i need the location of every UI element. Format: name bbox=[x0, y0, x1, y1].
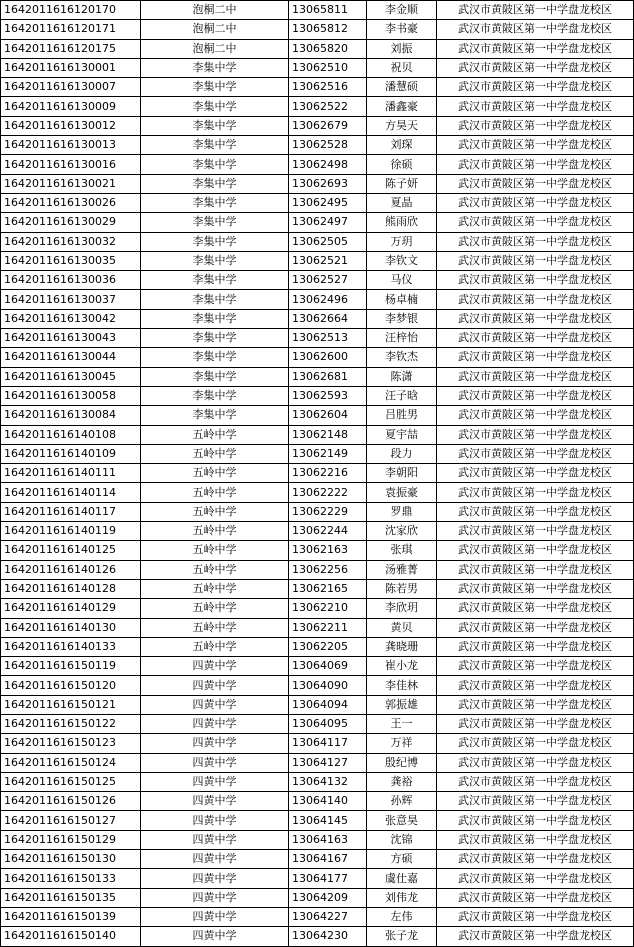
table-row bbox=[1, 174, 634, 193]
exam-number-cell: 13062210 bbox=[289, 599, 367, 618]
exam-number-cell: 13062211 bbox=[289, 618, 367, 637]
student-name-cell: 段力 bbox=[367, 444, 437, 463]
admitted-school-cell: 武汉市黄陂区第一中学盘龙校区 bbox=[437, 637, 634, 656]
table-row bbox=[1, 329, 634, 348]
table-row bbox=[1, 695, 634, 714]
table-row bbox=[1, 888, 634, 907]
admitted-school-cell: 武汉市黄陂区第一中学盘龙校区 bbox=[437, 657, 634, 676]
exam-number-cell: 13064094 bbox=[289, 695, 367, 714]
student-id-cell: 1642011616140117 bbox=[1, 502, 141, 521]
exam-number-cell: 13062149 bbox=[289, 444, 367, 463]
school-cell: 李集中学 bbox=[141, 329, 289, 348]
table-row bbox=[1, 213, 634, 232]
table-row bbox=[1, 58, 634, 77]
student-name-cell: 沈家欣 bbox=[367, 522, 437, 541]
school-cell: 李集中学 bbox=[141, 290, 289, 309]
student-id-cell: 1642011616150121 bbox=[1, 695, 141, 714]
school-cell: 四黄中学 bbox=[141, 657, 289, 676]
student-name-cell: 黄贝 bbox=[367, 618, 437, 637]
table-row bbox=[1, 193, 634, 212]
school-cell: 四黄中学 bbox=[141, 772, 289, 791]
student-name-cell: 虞仕嘉 bbox=[367, 869, 437, 888]
table-row bbox=[1, 618, 634, 637]
school-cell: 李集中学 bbox=[141, 309, 289, 328]
school-cell: 李集中学 bbox=[141, 116, 289, 135]
student-id-cell: 1642011616150125 bbox=[1, 772, 141, 791]
student-name-cell: 徐硕 bbox=[367, 155, 437, 174]
exam-number-cell: 13065811 bbox=[289, 1, 367, 20]
student-name-cell: 刘振 bbox=[367, 39, 437, 58]
admitted-school-cell: 武汉市黄陂区第一中学盘龙校区 bbox=[437, 502, 634, 521]
exam-number-cell: 13064132 bbox=[289, 772, 367, 791]
admitted-school-cell: 武汉市黄陂区第一中学盘龙校区 bbox=[437, 560, 634, 579]
admitted-school-cell: 武汉市黄陂区第一中学盘龙校区 bbox=[437, 20, 634, 39]
exam-number-cell: 13062600 bbox=[289, 348, 367, 367]
student-id-cell: 1642011616140108 bbox=[1, 425, 141, 444]
table-row bbox=[1, 637, 634, 656]
table-row bbox=[1, 560, 634, 579]
admitted-school-cell: 武汉市黄陂区第一中学盘龙校区 bbox=[437, 888, 634, 907]
student-id-cell: 1642011616150130 bbox=[1, 850, 141, 869]
table-row bbox=[1, 136, 634, 155]
admitted-school-cell: 武汉市黄陂区第一中学盘龙校区 bbox=[437, 39, 634, 58]
student-id-cell: 1642011616150139 bbox=[1, 907, 141, 926]
student-name-cell: 罗鼎 bbox=[367, 502, 437, 521]
admitted-school-cell: 武汉市黄陂区第一中学盘龙校区 bbox=[437, 136, 634, 155]
table-row bbox=[1, 309, 634, 328]
student-id-cell: 1642011616150129 bbox=[1, 830, 141, 849]
student-id-cell: 1642011616130037 bbox=[1, 290, 141, 309]
exam-number-cell: 13062165 bbox=[289, 579, 367, 598]
school-cell: 四黄中学 bbox=[141, 888, 289, 907]
admitted-school-cell: 武汉市黄陂区第一中学盘龙校区 bbox=[437, 116, 634, 135]
school-cell: 李集中学 bbox=[141, 155, 289, 174]
exam-number-cell: 13062229 bbox=[289, 502, 367, 521]
exam-number-cell: 13062679 bbox=[289, 116, 367, 135]
exam-number-cell: 13062527 bbox=[289, 271, 367, 290]
student-name-cell: 潘鑫豪 bbox=[367, 97, 437, 116]
exam-number-cell: 13062244 bbox=[289, 522, 367, 541]
table-row bbox=[1, 734, 634, 753]
table-row bbox=[1, 850, 634, 869]
table-row bbox=[1, 39, 634, 58]
admitted-school-cell: 武汉市黄陂区第一中学盘龙校区 bbox=[437, 753, 634, 772]
admitted-school-cell: 武汉市黄陂区第一中学盘龙校区 bbox=[437, 290, 634, 309]
school-cell: 四黄中学 bbox=[141, 811, 289, 830]
table-row bbox=[1, 522, 634, 541]
school-cell: 五岭中学 bbox=[141, 560, 289, 579]
admitted-school-cell: 武汉市黄陂区第一中学盘龙校区 bbox=[437, 251, 634, 270]
admitted-school-cell: 武汉市黄陂区第一中学盘龙校区 bbox=[437, 772, 634, 791]
exam-number-cell: 13064230 bbox=[289, 927, 367, 946]
exam-number-cell: 13064095 bbox=[289, 714, 367, 733]
exam-number-cell: 13062522 bbox=[289, 97, 367, 116]
student-name-cell: 汪梓怡 bbox=[367, 329, 437, 348]
student-name-cell: 刘伟龙 bbox=[367, 888, 437, 907]
admitted-school-cell: 武汉市黄陂区第一中学盘龙校区 bbox=[437, 1, 634, 20]
school-cell: 李集中学 bbox=[141, 251, 289, 270]
student-id-cell: 1642011616140119 bbox=[1, 522, 141, 541]
table-row bbox=[1, 271, 634, 290]
school-cell: 李集中学 bbox=[141, 136, 289, 155]
exam-number-cell: 13062516 bbox=[289, 78, 367, 97]
exam-number-cell: 13062510 bbox=[289, 58, 367, 77]
student-id-cell: 1642011616130016 bbox=[1, 155, 141, 174]
table-row bbox=[1, 811, 634, 830]
school-cell: 四黄中学 bbox=[141, 850, 289, 869]
student-name-cell: 陈子妍 bbox=[367, 174, 437, 193]
table-row bbox=[1, 425, 634, 444]
student-id-cell: 1642011616130035 bbox=[1, 251, 141, 270]
student-id-cell: 1642011616120171 bbox=[1, 20, 141, 39]
student-name-cell: 张意昊 bbox=[367, 811, 437, 830]
student-id-cell: 1642011616120170 bbox=[1, 1, 141, 20]
student-name-cell: 沈锦 bbox=[367, 830, 437, 849]
student-name-cell: 李书豪 bbox=[367, 20, 437, 39]
school-cell: 五岭中学 bbox=[141, 444, 289, 463]
student-name-cell: 刘琛 bbox=[367, 136, 437, 155]
student-name-cell: 李朝阳 bbox=[367, 464, 437, 483]
student-name-cell: 熊雨欣 bbox=[367, 213, 437, 232]
school-cell: 五岭中学 bbox=[141, 502, 289, 521]
exam-number-cell: 13062205 bbox=[289, 637, 367, 656]
student-id-cell: 1642011616130036 bbox=[1, 271, 141, 290]
admitted-school-cell: 武汉市黄陂区第一中学盘龙校区 bbox=[437, 425, 634, 444]
student-id-cell: 1642011616130029 bbox=[1, 213, 141, 232]
student-id-cell: 1642011616150133 bbox=[1, 869, 141, 888]
table-row bbox=[1, 444, 634, 463]
exam-number-cell: 13062505 bbox=[289, 232, 367, 251]
student-name-cell: 杨卓楠 bbox=[367, 290, 437, 309]
school-cell: 李集中学 bbox=[141, 367, 289, 386]
student-name-cell: 夏宇喆 bbox=[367, 425, 437, 444]
admitted-school-cell: 武汉市黄陂区第一中学盘龙校区 bbox=[437, 464, 634, 483]
student-name-cell: 汪子晗 bbox=[367, 386, 437, 405]
school-cell: 五岭中学 bbox=[141, 541, 289, 560]
student-id-cell: 1642011616150122 bbox=[1, 714, 141, 733]
admitted-school-cell: 武汉市黄陂区第一中学盘龙校区 bbox=[437, 579, 634, 598]
student-id-cell: 1642011616130001 bbox=[1, 58, 141, 77]
student-name-cell: 龚晓珊 bbox=[367, 637, 437, 656]
exam-number-cell: 13062513 bbox=[289, 329, 367, 348]
table-row bbox=[1, 907, 634, 926]
admitted-school-cell: 武汉市黄陂区第一中学盘龙校区 bbox=[437, 927, 634, 946]
exam-number-cell: 13062497 bbox=[289, 213, 367, 232]
student-id-cell: 1642011616140128 bbox=[1, 579, 141, 598]
student-id-cell: 1642011616150119 bbox=[1, 657, 141, 676]
student-name-cell: 万玥 bbox=[367, 232, 437, 251]
exam-number-cell: 13062681 bbox=[289, 367, 367, 386]
table-row bbox=[1, 386, 634, 405]
student-name-cell: 夏晶 bbox=[367, 193, 437, 212]
admitted-school-cell: 武汉市黄陂区第一中学盘龙校区 bbox=[437, 348, 634, 367]
admitted-school-cell: 武汉市黄陂区第一中学盘龙校区 bbox=[437, 329, 634, 348]
student-name-cell: 祝贝 bbox=[367, 58, 437, 77]
table-row bbox=[1, 541, 634, 560]
exam-number-cell: 13062593 bbox=[289, 386, 367, 405]
school-cell: 四黄中学 bbox=[141, 792, 289, 811]
table-row bbox=[1, 116, 634, 135]
exam-number-cell: 13062222 bbox=[289, 483, 367, 502]
table-row bbox=[1, 502, 634, 521]
admitted-school-cell: 武汉市黄陂区第一中学盘龙校区 bbox=[437, 271, 634, 290]
table-row bbox=[1, 483, 634, 502]
exam-number-cell: 13064117 bbox=[289, 734, 367, 753]
table-row bbox=[1, 1, 634, 20]
admitted-school-cell: 武汉市黄陂区第一中学盘龙校区 bbox=[437, 695, 634, 714]
student-name-cell: 李金顺 bbox=[367, 1, 437, 20]
table-row bbox=[1, 772, 634, 791]
student-name-cell: 陈潇 bbox=[367, 367, 437, 386]
exam-number-cell: 13062521 bbox=[289, 251, 367, 270]
exam-number-cell: 13064127 bbox=[289, 753, 367, 772]
student-id-cell: 1642011616130009 bbox=[1, 97, 141, 116]
student-id-cell: 1642011616120175 bbox=[1, 39, 141, 58]
student-id-cell: 1642011616130084 bbox=[1, 406, 141, 425]
student-name-cell: 汤雅菁 bbox=[367, 560, 437, 579]
student-id-cell: 1642011616150126 bbox=[1, 792, 141, 811]
exam-number-cell: 13062495 bbox=[289, 193, 367, 212]
school-cell: 五岭中学 bbox=[141, 618, 289, 637]
table-row bbox=[1, 348, 634, 367]
student-name-cell: 张子龙 bbox=[367, 927, 437, 946]
school-cell: 泡桐二中 bbox=[141, 39, 289, 58]
student-name-cell: 李梦银 bbox=[367, 309, 437, 328]
school-cell: 四黄中学 bbox=[141, 695, 289, 714]
student-name-cell: 张琪 bbox=[367, 541, 437, 560]
table-row bbox=[1, 792, 634, 811]
exam-number-cell: 13064163 bbox=[289, 830, 367, 849]
student-id-cell: 1642011616140129 bbox=[1, 599, 141, 618]
admitted-school-cell: 武汉市黄陂区第一中学盘龙校区 bbox=[437, 367, 634, 386]
exam-number-cell: 13062528 bbox=[289, 136, 367, 155]
student-id-cell: 1642011616150124 bbox=[1, 753, 141, 772]
school-cell: 李集中学 bbox=[141, 78, 289, 97]
exam-number-cell: 13062604 bbox=[289, 406, 367, 425]
student-id-cell: 1642011616150140 bbox=[1, 927, 141, 946]
exam-number-cell: 13064177 bbox=[289, 869, 367, 888]
exam-number-cell: 13064140 bbox=[289, 792, 367, 811]
table-row bbox=[1, 251, 634, 270]
exam-number-cell: 13064167 bbox=[289, 850, 367, 869]
school-cell: 五岭中学 bbox=[141, 599, 289, 618]
admitted-school-cell: 武汉市黄陂区第一中学盘龙校区 bbox=[437, 97, 634, 116]
student-id-cell: 1642011616130026 bbox=[1, 193, 141, 212]
student-id-cell: 1642011616130021 bbox=[1, 174, 141, 193]
student-id-cell: 1642011616130058 bbox=[1, 386, 141, 405]
admitted-school-cell: 武汉市黄陂区第一中学盘龙校区 bbox=[437, 406, 634, 425]
school-cell: 泡桐二中 bbox=[141, 20, 289, 39]
exam-number-cell: 13064090 bbox=[289, 676, 367, 695]
student-name-cell: 吕胜男 bbox=[367, 406, 437, 425]
student-name-cell: 陈若男 bbox=[367, 579, 437, 598]
admitted-school-cell: 武汉市黄陂区第一中学盘龙校区 bbox=[437, 155, 634, 174]
exam-number-cell: 13064069 bbox=[289, 657, 367, 676]
school-cell: 五岭中学 bbox=[141, 579, 289, 598]
table-row bbox=[1, 927, 634, 946]
table-row bbox=[1, 753, 634, 772]
student-id-cell: 1642011616140125 bbox=[1, 541, 141, 560]
school-cell: 李集中学 bbox=[141, 58, 289, 77]
school-cell: 五岭中学 bbox=[141, 637, 289, 656]
exam-number-cell: 13064145 bbox=[289, 811, 367, 830]
table-row bbox=[1, 97, 634, 116]
table-row bbox=[1, 714, 634, 733]
table-row bbox=[1, 657, 634, 676]
school-cell: 李集中学 bbox=[141, 348, 289, 367]
exam-number-cell: 13062216 bbox=[289, 464, 367, 483]
school-cell: 四黄中学 bbox=[141, 927, 289, 946]
admitted-school-cell: 武汉市黄陂区第一中学盘龙校区 bbox=[437, 869, 634, 888]
student-name-cell: 龚裕 bbox=[367, 772, 437, 791]
table-row bbox=[1, 830, 634, 849]
admission-table-body bbox=[1, 1, 634, 947]
exam-number-cell: 13064209 bbox=[289, 888, 367, 907]
exam-number-cell: 13062693 bbox=[289, 174, 367, 193]
student-name-cell: 王一 bbox=[367, 714, 437, 733]
student-id-cell: 1642011616140109 bbox=[1, 444, 141, 463]
admitted-school-cell: 武汉市黄陂区第一中学盘龙校区 bbox=[437, 811, 634, 830]
school-cell: 五岭中学 bbox=[141, 483, 289, 502]
student-name-cell: 李欣玥 bbox=[367, 599, 437, 618]
student-id-cell: 1642011616130043 bbox=[1, 329, 141, 348]
exam-number-cell: 13062148 bbox=[289, 425, 367, 444]
admitted-school-cell: 武汉市黄陂区第一中学盘龙校区 bbox=[437, 714, 634, 733]
student-id-cell: 1642011616150135 bbox=[1, 888, 141, 907]
student-id-cell: 1642011616140114 bbox=[1, 483, 141, 502]
exam-number-cell: 13062163 bbox=[289, 541, 367, 560]
school-cell: 李集中学 bbox=[141, 271, 289, 290]
admitted-school-cell: 武汉市黄陂区第一中学盘龙校区 bbox=[437, 232, 634, 251]
student-id-cell: 1642011616130007 bbox=[1, 78, 141, 97]
table-row bbox=[1, 78, 634, 97]
admitted-school-cell: 武汉市黄陂区第一中学盘龙校区 bbox=[437, 830, 634, 849]
table-row bbox=[1, 155, 634, 174]
student-id-cell: 1642011616130013 bbox=[1, 136, 141, 155]
student-id-cell: 1642011616130044 bbox=[1, 348, 141, 367]
student-name-cell: 郭振雄 bbox=[367, 695, 437, 714]
admitted-school-cell: 武汉市黄陂区第一中学盘龙校区 bbox=[437, 78, 634, 97]
student-name-cell: 左伟 bbox=[367, 907, 437, 926]
exam-number-cell: 13064227 bbox=[289, 907, 367, 926]
exam-number-cell: 13062496 bbox=[289, 290, 367, 309]
admitted-school-cell: 武汉市黄陂区第一中学盘龙校区 bbox=[437, 907, 634, 926]
table-row bbox=[1, 464, 634, 483]
table-row bbox=[1, 367, 634, 386]
school-cell: 四黄中学 bbox=[141, 830, 289, 849]
student-name-cell: 方昊天 bbox=[367, 116, 437, 135]
school-cell: 李集中学 bbox=[141, 193, 289, 212]
student-name-cell: 殷纪博 bbox=[367, 753, 437, 772]
student-id-cell: 1642011616150120 bbox=[1, 676, 141, 695]
student-name-cell: 方硕 bbox=[367, 850, 437, 869]
table-row bbox=[1, 579, 634, 598]
table-row bbox=[1, 290, 634, 309]
exam-number-cell: 13062664 bbox=[289, 309, 367, 328]
school-cell: 李集中学 bbox=[141, 386, 289, 405]
admitted-school-cell: 武汉市黄陂区第一中学盘龙校区 bbox=[437, 618, 634, 637]
table-row bbox=[1, 676, 634, 695]
admitted-school-cell: 武汉市黄陂区第一中学盘龙校区 bbox=[437, 213, 634, 232]
admitted-school-cell: 武汉市黄陂区第一中学盘龙校区 bbox=[437, 599, 634, 618]
student-id-cell: 1642011616130032 bbox=[1, 232, 141, 251]
school-cell: 李集中学 bbox=[141, 97, 289, 116]
student-name-cell: 潘慧硕 bbox=[367, 78, 437, 97]
student-name-cell: 崔小龙 bbox=[367, 657, 437, 676]
admitted-school-cell: 武汉市黄陂区第一中学盘龙校区 bbox=[437, 58, 634, 77]
admitted-school-cell: 武汉市黄陂区第一中学盘龙校区 bbox=[437, 483, 634, 502]
admitted-school-cell: 武汉市黄陂区第一中学盘龙校区 bbox=[437, 193, 634, 212]
school-cell: 李集中学 bbox=[141, 213, 289, 232]
school-cell: 泡桐二中 bbox=[141, 1, 289, 20]
student-id-cell: 1642011616150123 bbox=[1, 734, 141, 753]
exam-number-cell: 13065812 bbox=[289, 20, 367, 39]
school-cell: 五岭中学 bbox=[141, 464, 289, 483]
school-cell: 四黄中学 bbox=[141, 734, 289, 753]
admitted-school-cell: 武汉市黄陂区第一中学盘龙校区 bbox=[437, 386, 634, 405]
student-id-cell: 1642011616140133 bbox=[1, 637, 141, 656]
student-id-cell: 1642011616150127 bbox=[1, 811, 141, 830]
student-name-cell: 马仪 bbox=[367, 271, 437, 290]
table-row bbox=[1, 599, 634, 618]
student-id-cell: 1642011616140130 bbox=[1, 618, 141, 637]
table-row bbox=[1, 20, 634, 39]
table-row bbox=[1, 869, 634, 888]
admitted-school-cell: 武汉市黄陂区第一中学盘龙校区 bbox=[437, 174, 634, 193]
exam-number-cell: 13065820 bbox=[289, 39, 367, 58]
school-cell: 李集中学 bbox=[141, 232, 289, 251]
admitted-school-cell: 武汉市黄陂区第一中学盘龙校区 bbox=[437, 309, 634, 328]
admitted-school-cell: 武汉市黄陂区第一中学盘龙校区 bbox=[437, 541, 634, 560]
student-id-cell: 1642011616130042 bbox=[1, 309, 141, 328]
student-name-cell: 孙辉 bbox=[367, 792, 437, 811]
student-id-cell: 1642011616140126 bbox=[1, 560, 141, 579]
student-id-cell: 1642011616140111 bbox=[1, 464, 141, 483]
admitted-school-cell: 武汉市黄陂区第一中学盘龙校区 bbox=[437, 734, 634, 753]
school-cell: 四黄中学 bbox=[141, 753, 289, 772]
admitted-school-cell: 武汉市黄陂区第一中学盘龙校区 bbox=[437, 522, 634, 541]
student-name-cell: 袁振豪 bbox=[367, 483, 437, 502]
admitted-school-cell: 武汉市黄陂区第一中学盘龙校区 bbox=[437, 676, 634, 695]
student-id-cell: 1642011616130012 bbox=[1, 116, 141, 135]
student-name-cell: 万祥 bbox=[367, 734, 437, 753]
school-cell: 四黄中学 bbox=[141, 907, 289, 926]
exam-number-cell: 13062498 bbox=[289, 155, 367, 174]
school-cell: 李集中学 bbox=[141, 174, 289, 193]
school-cell: 四黄中学 bbox=[141, 869, 289, 888]
admitted-school-cell: 武汉市黄陂区第一中学盘龙校区 bbox=[437, 850, 634, 869]
student-name-cell: 李佳林 bbox=[367, 676, 437, 695]
admitted-school-cell: 武汉市黄陂区第一中学盘龙校区 bbox=[437, 444, 634, 463]
school-cell: 五岭中学 bbox=[141, 425, 289, 444]
school-cell: 四黄中学 bbox=[141, 714, 289, 733]
student-name-cell: 李钦杰 bbox=[367, 348, 437, 367]
table-row bbox=[1, 406, 634, 425]
table-row bbox=[1, 232, 634, 251]
school-cell: 五岭中学 bbox=[141, 522, 289, 541]
student-id-cell: 1642011616130045 bbox=[1, 367, 141, 386]
student-name-cell: 李钦文 bbox=[367, 251, 437, 270]
school-cell: 四黄中学 bbox=[141, 676, 289, 695]
school-cell: 李集中学 bbox=[141, 406, 289, 425]
exam-number-cell: 13062256 bbox=[289, 560, 367, 579]
admitted-school-cell: 武汉市黄陂区第一中学盘龙校区 bbox=[437, 792, 634, 811]
